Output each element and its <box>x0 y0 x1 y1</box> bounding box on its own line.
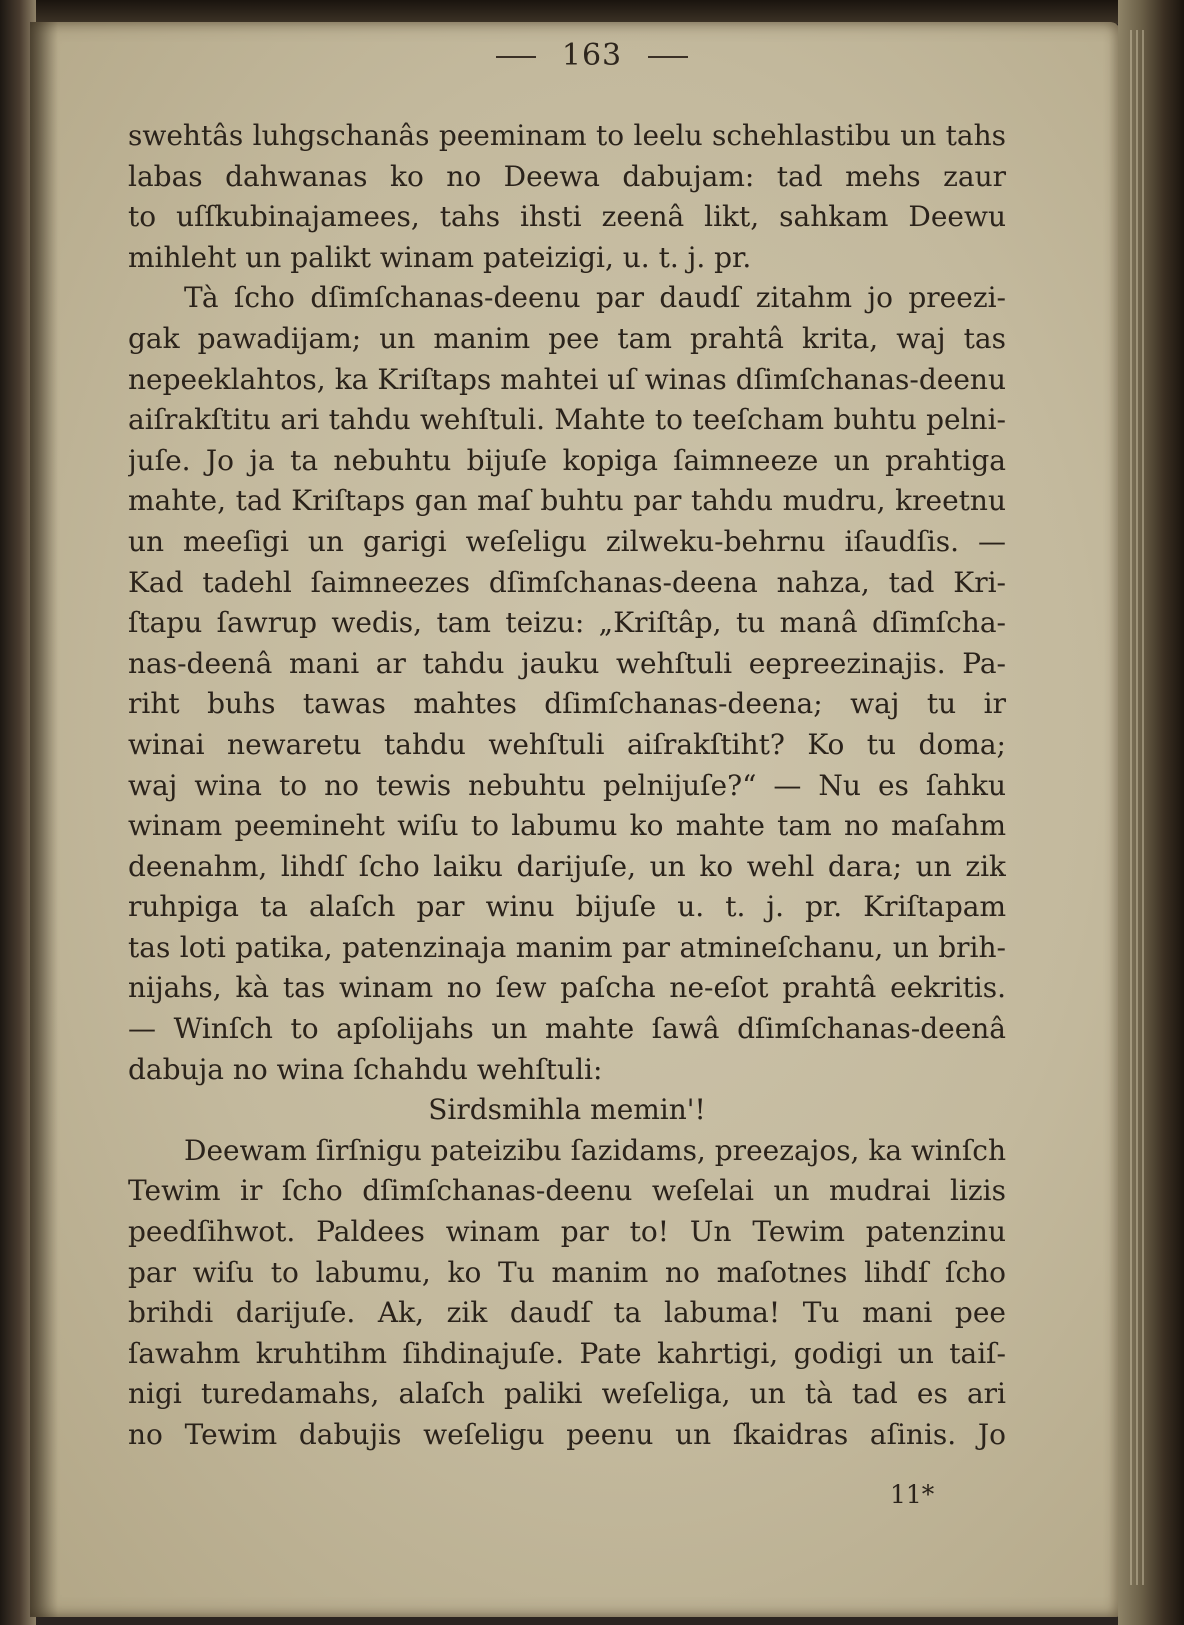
text-line: no Tewim dabujis weſeligu peenu un ſkaidras aſinis. Jo <box>128 1418 1006 1451</box>
text-line: aiſrakſtitu ari tahdu wehſtuli. Mahte to teeſcham buhtu pelni- <box>128 403 1006 437</box>
header-dash-left <box>496 56 536 58</box>
printer-signature-mark: 11* <box>890 1480 935 1509</box>
text-line: nas-deenâ mani ar tahdu jauku wehſtuli eepreezinajis. Pa- <box>128 646 1006 680</box>
text-line: ruhpiga ta alaſch par winu bijuſe u. t. j. pr. Kriſtapam <box>128 890 1006 924</box>
text-line: ſawahm kruhtihm ſihdinajuſe. Pate kahrtigi, godigi un taiſ- <box>128 1336 1006 1370</box>
text-line: nijahs, kà tas winam no ſew paſcha ne-eſot prahtâ eekritis. <box>128 971 1006 1005</box>
text-line: swehtâs luhgschanâs peeminam to leelu schehlastibu un tahs <box>128 119 1006 152</box>
text-line: waj wina to no tewis nebuhtu pelnijuſe?“ — Nu es ſahku <box>128 768 1006 802</box>
text-line: Tà ſcho dſimſchanas-deenu par daudſ zitahm jo preezi- <box>184 281 1006 315</box>
text-line: Tewim ir ſcho dſimſchanas-deenu weſelai un mudrai lizis <box>128 1174 1006 1208</box>
text-line: winai newaretu tahdu wehſtuli aiſrakſtiht? Ko tu doma; <box>128 727 1006 761</box>
text-line: deenahm, lihdſ ſcho laiku darijuſe, un ko wehl dara; un zik <box>128 849 1006 883</box>
text-line: peedſihwot. Paldees winam par to! Un Tewim patenzinu <box>128 1215 1006 1249</box>
text-line: — Winſch to apſolijahs un mahte ſawâ dſimſchanas-deenâ <box>128 1012 1006 1046</box>
text-line: juſe. Jo ja ta nebuhtu bijuſe kopiga ſaimneeze un prahtiga <box>128 443 1006 477</box>
text-line: Kad tadehl ſaimneezes dſimſchanas-deena nahza, tad Kri- <box>128 565 1006 599</box>
text-line: nepeeklahtos, ka Kriſtaps mahtei uſ winas dſimſchanas-deenu <box>128 362 1006 396</box>
page-number: 163 <box>561 38 623 73</box>
text-line: Deewam ſirſnigu pateizibu ſazidams, preezajos, ka winſch <box>184 1133 1006 1167</box>
letter-salutation: Sirdsmihla memin'! <box>428 1093 706 1127</box>
gutter-shadow <box>30 22 58 1617</box>
text-line: nigi turedamahs, alaſch paliki weſeliga, un tà tad es ari <box>128 1377 1006 1411</box>
text-line: mihleht un palikt winam pateizigi, u. t. j. pr. <box>128 240 752 274</box>
text-line: mahte, tad Kriſtaps gan maſ buhtu par tahdu mudru, kreetnu <box>128 484 1006 518</box>
text-line: gak pawadijam; un manim pee tam prahtâ krita, waj tas <box>128 321 1006 355</box>
text-line: ſtapu ſawrup wedis, tam teizu: „Kriſtâp, tu manâ dſimſcha- <box>128 606 1006 640</box>
body-text <box>128 116 1006 1456</box>
text-line: un meeſigi un garigi weſeligu zilweku-behrnu iſaudſis. — <box>128 524 1006 558</box>
text-line: riht buhs tawas mahtes dſimſchanas-deena; waj tu ir <box>128 687 1006 721</box>
text-line: par wiſu to labumu, ko Tu manim no maſotnes lihdſ ſcho <box>128 1255 1006 1289</box>
text-line: labas dahwanas ko no Deewa dabujam: tad mehs zaur <box>128 159 1006 193</box>
text-line: dabuja no wina ſchahdu wehſtuli: <box>128 1052 603 1086</box>
text-line: to uſſkubinajamees, tahs ihsti zeenâ likt, sahkam Deewu <box>128 200 1006 234</box>
book-top-edge <box>0 0 1184 24</box>
page-header <box>0 38 1184 73</box>
text-line: tas loti patika, patenzinaja manim par atmineſchanu, un brih- <box>128 930 1006 964</box>
text-line: brihdi darijuſe. Ak, zik daudſ ta labuma! Tu mani pee <box>128 1296 1006 1330</box>
header-dash-right <box>648 56 688 58</box>
text-line: winam peemineht wiſu to labumu ko mahte tam no maſahm <box>128 809 1006 843</box>
page-stack-edge <box>1118 0 1184 1625</box>
